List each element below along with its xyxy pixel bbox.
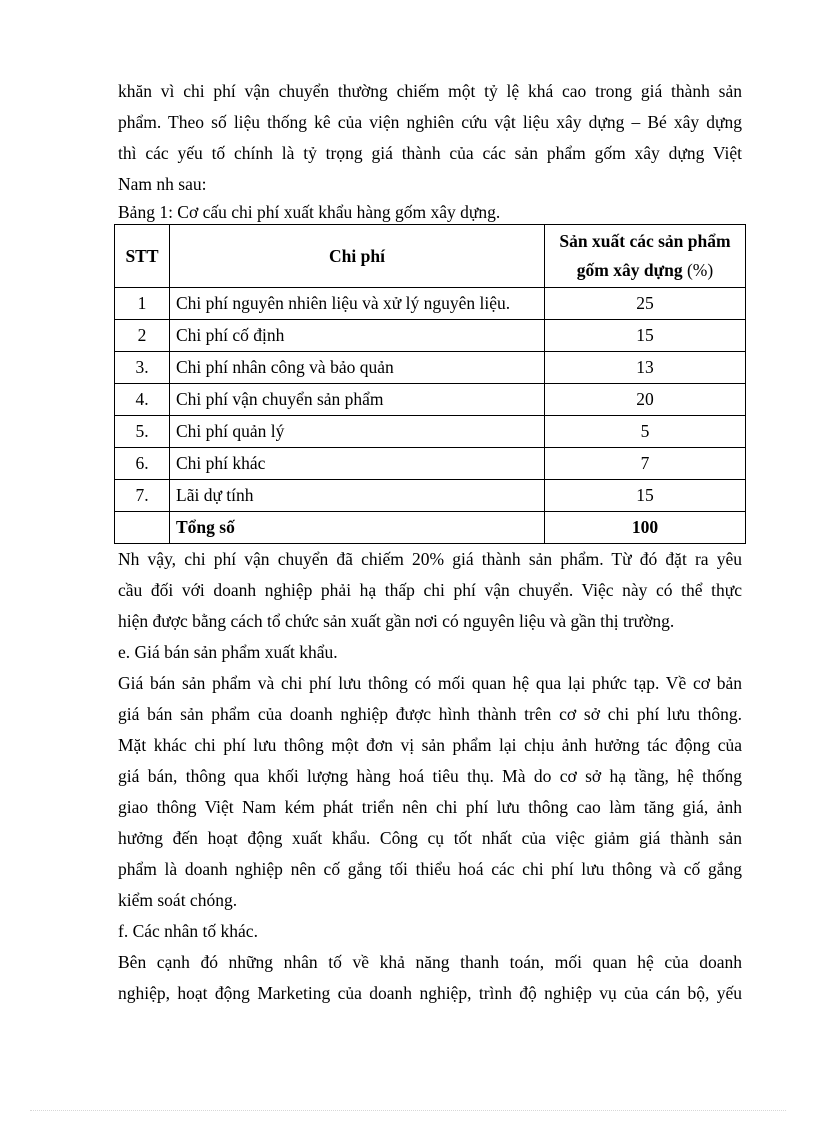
row-value: 20 (545, 384, 746, 416)
header-cost-name: Chi phí (170, 225, 545, 288)
table-row (115, 352, 746, 384)
row-cost-name: Chi phí nhân công và bảo quản (170, 352, 545, 384)
row-stt: 6. (115, 448, 170, 480)
row-value: 15 (545, 480, 746, 512)
table-total-row (115, 512, 746, 544)
row-cost-name: Chi phí khác (170, 448, 545, 480)
row-cost-name: Chi phí nguyên nhiên liệu và xử lý nguyên liệu. (170, 288, 545, 320)
table-header-row (115, 225, 746, 288)
row-stt: 1 (115, 288, 170, 320)
header-production-share (545, 225, 746, 288)
intro-paragraph (118, 76, 742, 200)
body-line: giá bán, thông qua khối lượng hàng hoá tiêu thụ. Mà do cơ sở hạ tầng, hệ thống (118, 766, 742, 786)
intro-line: khăn vì chi phí vận chuyển thường chiếm một tỷ lệ khá cao trong giá thành sản (118, 81, 742, 101)
cost-structure-table (114, 224, 746, 544)
after-table-paragraph (118, 544, 742, 637)
row-value: 15 (545, 320, 746, 352)
row-cost-name: Chi phí cố định (170, 320, 545, 352)
page-bottom-divider (30, 1110, 786, 1111)
row-cost-name: Chi phí vận chuyển sản phẩm (170, 384, 545, 416)
section-e-heading: e. Giá bán sản phẩm xuất khẩu. (118, 642, 338, 662)
body-line: giá bán sản phẩm của doanh nghiệp được hình thành trên cơ sở chi phí lưu thông. (118, 704, 742, 724)
row-stt: 2 (115, 320, 170, 352)
intro-line: phẩm. Theo số liệu thống kê của viện nghiên cứu vật liệu xây dựng – Bé xây dựng (118, 112, 742, 132)
body-line: hiện được bằng cách tổ chức sản xuất gần nơi có nguyên liệu và gần thị trường. (118, 611, 675, 631)
row-stt: 4. (115, 384, 170, 416)
row-stt: 3. (115, 352, 170, 384)
intro-line: thì các yếu tố chính là tỷ trọng giá thành của các sản phẩm gốm xây dựng Việt (118, 143, 742, 163)
intro-line: Nam nh sau: (118, 174, 207, 194)
row-stt: 5. (115, 416, 170, 448)
row-cost-name: Chi phí quản lý (170, 416, 545, 448)
body-line: phẩm là doanh nghiệp nên cố gắng tối thiểu hoá các chi phí lưu thông và cố gắng (118, 859, 742, 879)
table-row (115, 288, 746, 320)
section-f-heading: f. Các nhân tố khác. (118, 921, 258, 941)
table-row (115, 416, 746, 448)
row-value: 5 (545, 416, 746, 448)
table-row (115, 480, 746, 512)
body-line: kiểm soát chóng. (118, 890, 238, 910)
total-label: Tổng số (170, 512, 545, 544)
row-cost-name: Lãi dự tính (170, 480, 545, 512)
body-line: hưởng đến hoạt động xuất khẩu. Công cụ tốt nhất của việc giảm giá thành sản (118, 828, 742, 848)
section-f-paragraph (118, 947, 742, 1009)
body-line: nghiệp, hoạt động Marketing của doanh nghiệp, trình độ nghiệp vụ của cán bộ, yếu (118, 983, 742, 1003)
header-value-line1: Sản xuất các sản phẩm (559, 231, 731, 251)
header-stt: STT (115, 225, 170, 288)
body-line: giao thông Việt Nam kém phát triển nên chi phí lưu thông cao làm tăng giá, ảnh (118, 797, 742, 817)
total-value: 100 (545, 512, 746, 544)
header-value-unit: (%) (686, 260, 714, 280)
body-line: Giá bán sản phẩm và chi phí lưu thông có mối quan hệ qua lại phức tạp. Về cơ bản (118, 673, 742, 693)
row-value: 7 (545, 448, 746, 480)
section-e-paragraph (118, 668, 742, 916)
body-line: cầu đối với doanh nghiệp phải hạ thấp chi phí vận chuyển. Việc này có thể thực (118, 580, 742, 600)
body-line: Bên cạnh đó những nhân tố về khả năng thanh toán, mối quan hệ của doanh (118, 952, 742, 972)
table-row (115, 384, 746, 416)
row-value: 13 (545, 352, 746, 384)
body-line: Nh vậy, chi phí vận chuyển đã chiếm 20% giá thành sản phẩm. Từ đó đặt ra yêu (118, 549, 742, 569)
total-stt (115, 512, 170, 544)
body-line: Mặt khác chi phí lưu thông một đơn vị sản phẩm lại chịu ảnh hưởng tác động của (118, 735, 742, 755)
table-row (115, 320, 746, 352)
row-stt: 7. (115, 480, 170, 512)
row-value: 25 (545, 288, 746, 320)
header-value-line2: gốm xây dựng (576, 260, 683, 280)
table-row (115, 448, 746, 480)
table-caption: Bảng 1: Cơ cấu chi phí xuất khẩu hàng gốm xây dựng. (118, 202, 501, 222)
document-page (118, 76, 742, 1009)
